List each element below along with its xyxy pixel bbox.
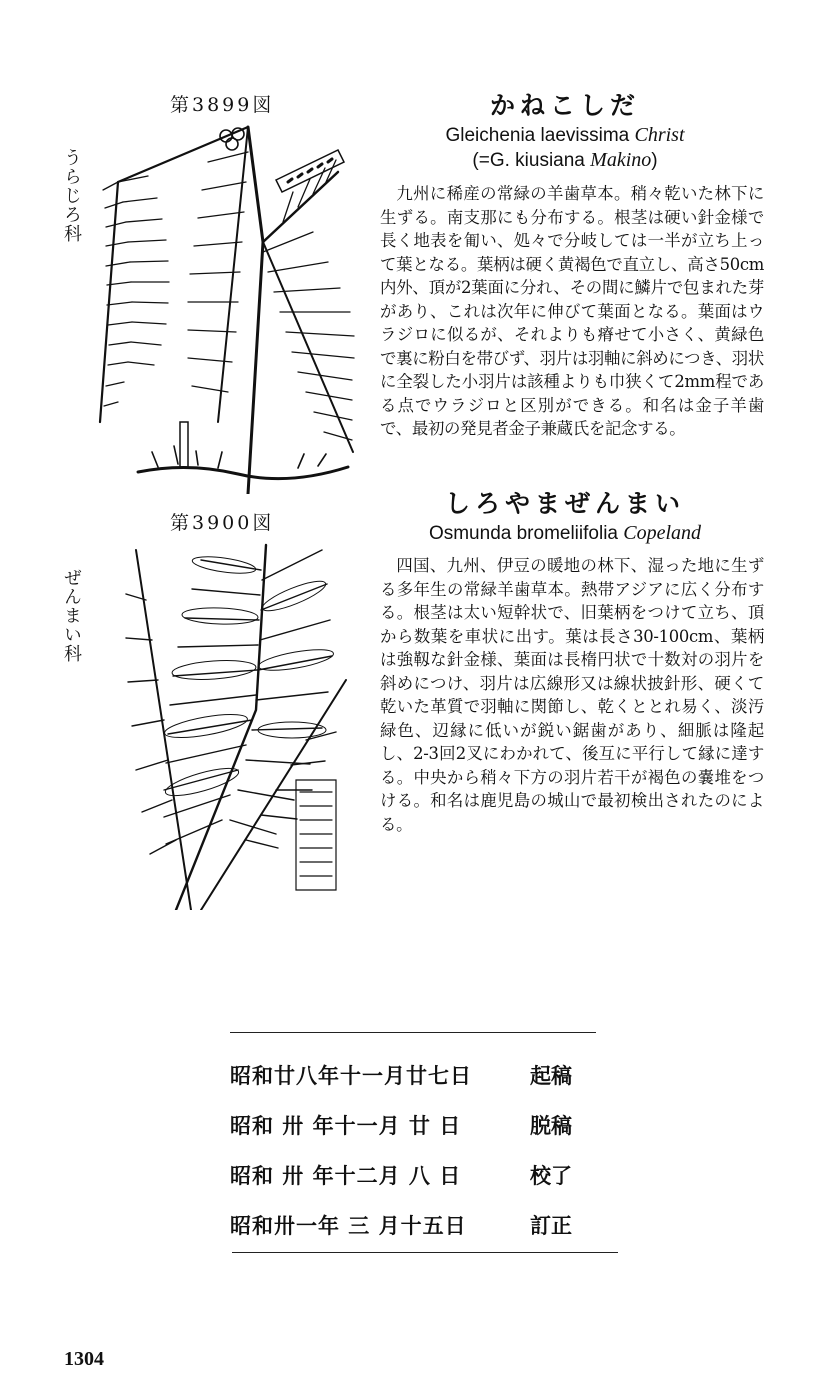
record-row [230, 1200, 590, 1250]
family-label-urajiro: うらじろ科 [61, 148, 82, 243]
record-date: 昭和 卅 年十二月 八 日 [230, 1163, 462, 1188]
record-status: 校了 [530, 1163, 572, 1188]
colophon-top-rule [230, 1032, 596, 1033]
description-kanekoshida [380, 182, 764, 441]
synonym-suffix: ) [651, 150, 658, 171]
japanese-name-kanekoshida: かねこしだ [489, 91, 640, 120]
scientific-name-osmunda [380, 522, 750, 545]
record-row [230, 1100, 590, 1150]
scientific-binomial: Gleichenia laevissima [445, 125, 630, 146]
description-shiroyamazenmai [380, 554, 764, 836]
record-status: 脱稿 [530, 1113, 572, 1138]
synonym-kiusiana [392, 149, 738, 172]
record-row [230, 1050, 590, 1100]
record-row [230, 1150, 590, 1200]
scientific-author: Copeland [623, 522, 702, 544]
record-status: 起稿 [530, 1063, 572, 1088]
page-number: 1304 [64, 1348, 104, 1370]
figure-label-3899: 第3899図 [170, 94, 275, 116]
description-paragraph: 九州に稀産の常緑の羊歯草本。稍々乾いた林下に生ずる。南支那にも分布する。根茎は硬い針金様で長く地表を匍い、処々で分岐しては一半が立ち上って葉となる。葉柄は硬く黄褐色で直立し、高さ50cm内外、頂が2葉面に分れ、その間に鱗片で包まれた芽があり、これは次年に伸びて葉面となる。葉面はウラジロに似るが、それよりも瘠せて小さく、黄緑色で裏に粉白を帯びず、羽片は羽軸に斜めにつき、羽状に全裂した小羽片は該種よりも巾狭くて2mm程である点でウラジロと区別ができる。和名は金子羊歯で、最初の発見者金子兼蔵氏を記念する。 [380, 184, 764, 438]
scientific-author: Christ [634, 124, 685, 146]
fern-illustration-shiroyamazenmai [106, 540, 358, 910]
record-date: 昭和廿八年十一月廿七日 [230, 1063, 472, 1088]
synonym-prefix: (=G. kiusiana [472, 150, 585, 171]
fern-illustration-kanekoshida [98, 122, 364, 494]
colophon-records [230, 1050, 590, 1250]
record-date: 昭和 卅 年十一月 廿 日 [230, 1113, 462, 1138]
scientific-binomial: Osmunda bromeliifolia [428, 523, 618, 544]
japanese-name-shiroyamazenmai: しろやまぜんまい [444, 489, 685, 518]
description-paragraph: 四国、九州、伊豆の暖地の林下、湿った地に生ずる多年生の常緑羊歯草本。熱帯アジアに広く分布する。根茎は太い短幹状で、旧葉柄をつけて立ち、頂から数葉を車状に出す。葉は長さ30-100cm、葉柄は強靱な針金様、葉面は長楕円状で十数対の羽片を斜めにつけ、羽片は広線形又は線状披針形、硬くて乾いた革質で羽軸に関節し、乾くととれ易く、淡汚緑色、辺縁に低いが鋭い鋸歯があり、細脈は隆起し、2-3回2叉にわかれて、後互に平行して縁に達する。中央から稍々下方の羽片若干が褐色の嚢堆をつける。和名は鹿児島の城山で最初検出されたのによる。 [380, 556, 764, 834]
scientific-name-gleichenia [392, 124, 738, 147]
colophon-bottom-rule [232, 1252, 618, 1253]
record-status: 訂正 [530, 1213, 572, 1238]
synonym-author: Makino [590, 149, 652, 171]
record-date: 昭和卅一年 三 月十五日 [230, 1213, 467, 1238]
family-label-zenmai: ぜんまい科 [61, 568, 82, 663]
figure-label-3900: 第3900図 [170, 512, 275, 534]
